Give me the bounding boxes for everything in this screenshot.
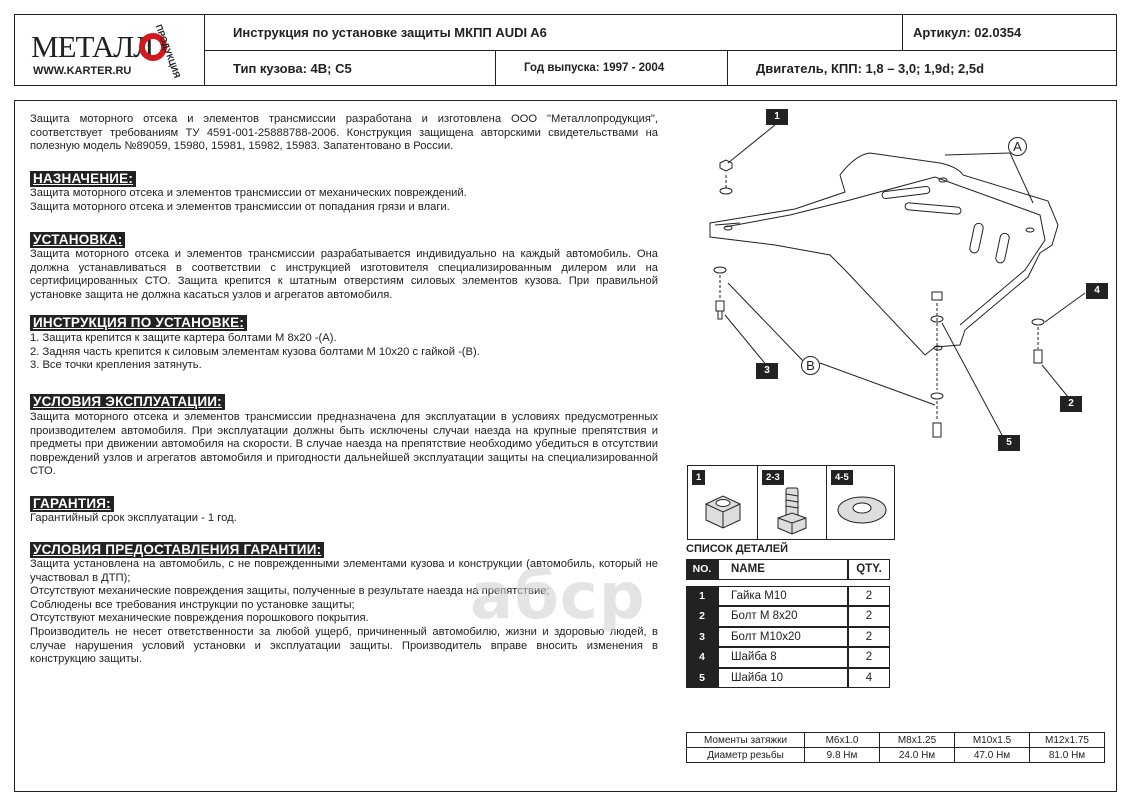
icon-number: 4-5 xyxy=(831,470,853,485)
bolt-icon xyxy=(770,484,814,538)
usage-text: Защита моторного отсека и элементов трансмиссии предназначена для эксплуатации в условиях предусмотренных производителем автомобиля. При эксплуатации должны быть исключены случаи наезда на крупные препятствия и предметы при движении автомобиля на скорости. В случае наезда на препятствие необходимо убедиться в отсутствии повреждений узлов и агрегатов автомобиля и пригодности дальнейшей эксплуатации защиты на специализированной СТО. xyxy=(30,411,658,478)
torque-threads-row xyxy=(687,733,1105,748)
row-no: 1 xyxy=(686,586,718,607)
icon-number: 1 xyxy=(692,470,705,485)
bolt-center xyxy=(931,292,943,322)
row-name: Шайба 10 xyxy=(718,668,848,689)
thread-size: M8x1.25 xyxy=(880,733,955,748)
torque-value: 81.0 Нм xyxy=(1030,748,1105,763)
watermark: aбcp xyxy=(470,560,646,634)
bolt-icon-cell xyxy=(757,466,826,539)
table-row xyxy=(686,627,890,648)
diameter-label: Диаметр резьбы xyxy=(687,748,805,763)
row-no: 4 xyxy=(686,647,718,668)
row-qty: 2 xyxy=(848,647,890,668)
icon-number: 2-3 xyxy=(762,470,784,485)
purpose-text xyxy=(30,187,658,214)
instruction-step: 3. Все точки крепления затянуть. xyxy=(30,359,202,372)
purpose-line: Защита моторного отсека и элементов трансмиссии от попадания грязи и влаги. xyxy=(30,200,450,213)
row-qty: 2 xyxy=(848,586,890,607)
header-row-bottom xyxy=(205,51,1116,85)
section-title-usage: УСЛОВИЯ ЭКСПЛУАТАЦИИ: xyxy=(30,394,225,410)
thread-size: M6x1.0 xyxy=(805,733,880,748)
warranty-term: Соблюдены все требования инструкции по установке защиты; xyxy=(30,598,355,611)
washer-icon-cell xyxy=(826,466,896,539)
row-qty: 2 xyxy=(848,627,890,648)
slot-3 xyxy=(969,222,984,253)
header-no: NO. xyxy=(686,559,718,580)
table-row xyxy=(686,647,890,668)
leader-b1 xyxy=(728,283,805,363)
installation-diagram xyxy=(680,105,1120,460)
intro-text: Защита моторного отсека и элементов трансмиссии разработана и изготовлена ООО "Металлопродукция", соответствует требованиям ТУ 4591-001-25888788-2006. Конструкция защищена авторскими свидетельствами на полезную модель №89059, 15980, 15981, 15982, 15983. Запатентовано в России. xyxy=(30,113,658,153)
slot-2 xyxy=(905,203,961,215)
nut-icon-cell xyxy=(688,466,757,539)
marker-a: A xyxy=(1008,137,1027,156)
bolt-bottom xyxy=(931,393,943,437)
slot-4 xyxy=(995,232,1010,263)
torque-value: 9.8 Нм xyxy=(805,748,880,763)
brand-url: WWW.KARTER.RU xyxy=(33,65,132,77)
table-row xyxy=(686,586,890,607)
torque-table xyxy=(686,732,1105,763)
callout-2: 2 xyxy=(1060,396,1082,412)
washer-right xyxy=(1032,319,1044,363)
parts-list-title: СПИСОК ДЕТАЛЕЙ xyxy=(686,543,788,555)
row-qty: 2 xyxy=(848,606,890,627)
table-header-row xyxy=(686,559,890,580)
warranty-term: Отсутствуют механические повреждения порошкового покрытия. xyxy=(30,612,369,625)
warranty-text: Гарантийный срок эксплуатации - 1 год. xyxy=(30,512,237,524)
article-number: Артикул: 02.0354 xyxy=(902,15,1116,50)
leader-b2 xyxy=(820,363,935,405)
brand-side-text: ПРОДУКЦИЯ xyxy=(153,23,183,80)
brand-name: МЕТАЛЛ xyxy=(31,29,154,64)
header-name: NAME xyxy=(718,559,848,580)
leader-a1 xyxy=(945,153,1010,155)
row-name: Шайба 8 xyxy=(718,647,848,668)
leader-a2 xyxy=(1010,153,1033,203)
warranty-term: Производитель не несет ответственности за любой ущерб, причиненный автомобилю, жизни и здоровью людей, в случае нарушения условий установки и эксплуатации защиты. Производитель вправе вносить изменения в конструкцию защиты. xyxy=(30,625,658,666)
warranty-term: Отсутствуют механические повреждения защиты, полученные в результате наезда на препятствие; xyxy=(30,585,550,598)
instruction-text xyxy=(30,332,658,373)
parts-list-table xyxy=(686,559,890,688)
instruction-step: 2. Задняя часть крепится к силовым элементам кузова болтами М 10х20 с гайкой -(В). xyxy=(30,345,480,358)
header-row-top xyxy=(205,15,1116,51)
torque-value: 24.0 Нм xyxy=(880,748,955,763)
section-title-install: УСТАНОВКА: xyxy=(30,232,125,248)
row-no: 5 xyxy=(686,668,718,689)
callout-1: 1 xyxy=(766,109,788,125)
document-header xyxy=(14,14,1117,86)
brand-logo xyxy=(15,15,205,85)
torque-value: 47.0 Нм xyxy=(955,748,1030,763)
callout-5: 5 xyxy=(998,435,1020,451)
row-name: Болт М 8х20 xyxy=(718,606,848,627)
instruction-step: 1. Защита крепится к защите картера болтами М 8х20 -(А). xyxy=(30,332,337,344)
mount-hole xyxy=(1026,228,1034,232)
purpose-line: Защита моторного отсека и элементов трансмиссии от механических повреждений. xyxy=(30,187,467,199)
document-title: Инструкция по установке защиты МКПП AUDI A6 xyxy=(233,25,547,40)
warranty-term: Защита установлена на автомобиль, с не поврежденными элементами кузова и конструкции (автомобиль, который не участвовал в ДТП); xyxy=(30,558,658,584)
thread-size: M10x1.5 xyxy=(955,733,1030,748)
engine-info: Двигатель, КПП: 1,8 – 3,0; 1,9d; 2,5d xyxy=(727,51,1116,85)
leader-1 xyxy=(728,125,775,163)
row-name: Болт М10х20 xyxy=(718,627,848,648)
nut-icon xyxy=(698,488,748,536)
production-years: Год выпуска: 1997 - 2004 xyxy=(495,51,727,85)
table-row xyxy=(686,606,890,627)
callout-3: 3 xyxy=(756,363,778,379)
leader-5 xyxy=(942,323,1002,435)
section-title-warranty-terms: УСЛОВИЯ ПРЕДОСТАВЛЕНИЯ ГАРАНТИИ: xyxy=(30,542,324,558)
table-row xyxy=(686,668,890,689)
section-title-purpose: НАЗНАЧЕНИЕ: xyxy=(30,171,136,187)
install-text: Защита моторного отсека и элементов трансмиссии разрабатывается индивидуально на каждый автомобиль. Она должна устанавливаться в соответствии с инструкцией изготовителя специализированным дилером или на сертифицированных СТО. Защита крепится к штатным отверстиям силовых элементов кузова. При правильной установке защита не должна касаться узлов и агрегатов автомобиля. xyxy=(30,248,658,301)
leader-4 xyxy=(1045,293,1085,322)
callout-4: 4 xyxy=(1086,283,1108,299)
leader-3 xyxy=(725,315,768,367)
header-qty: QTY. xyxy=(848,559,890,580)
torque-values-row xyxy=(687,748,1105,763)
fastener-icons xyxy=(687,465,895,540)
marker-b: B xyxy=(801,356,820,375)
section-title-instruction: ИНСТРУКЦИЯ ПО УСТАНОВКЕ: xyxy=(30,315,247,331)
slot-1 xyxy=(882,186,930,199)
row-no: 3 xyxy=(686,627,718,648)
row-name: Гайка М10 xyxy=(718,586,848,607)
washer-icon xyxy=(833,486,891,536)
thread-size: M12x1.75 xyxy=(1030,733,1105,748)
body-type: Тип кузова: 4В; С5 xyxy=(233,60,352,76)
section-title-warranty: ГАРАНТИЯ: xyxy=(30,496,114,512)
row-qty: 4 xyxy=(848,668,890,689)
row-no: 2 xyxy=(686,606,718,627)
torque-label: Моменты затяжки xyxy=(687,733,805,748)
